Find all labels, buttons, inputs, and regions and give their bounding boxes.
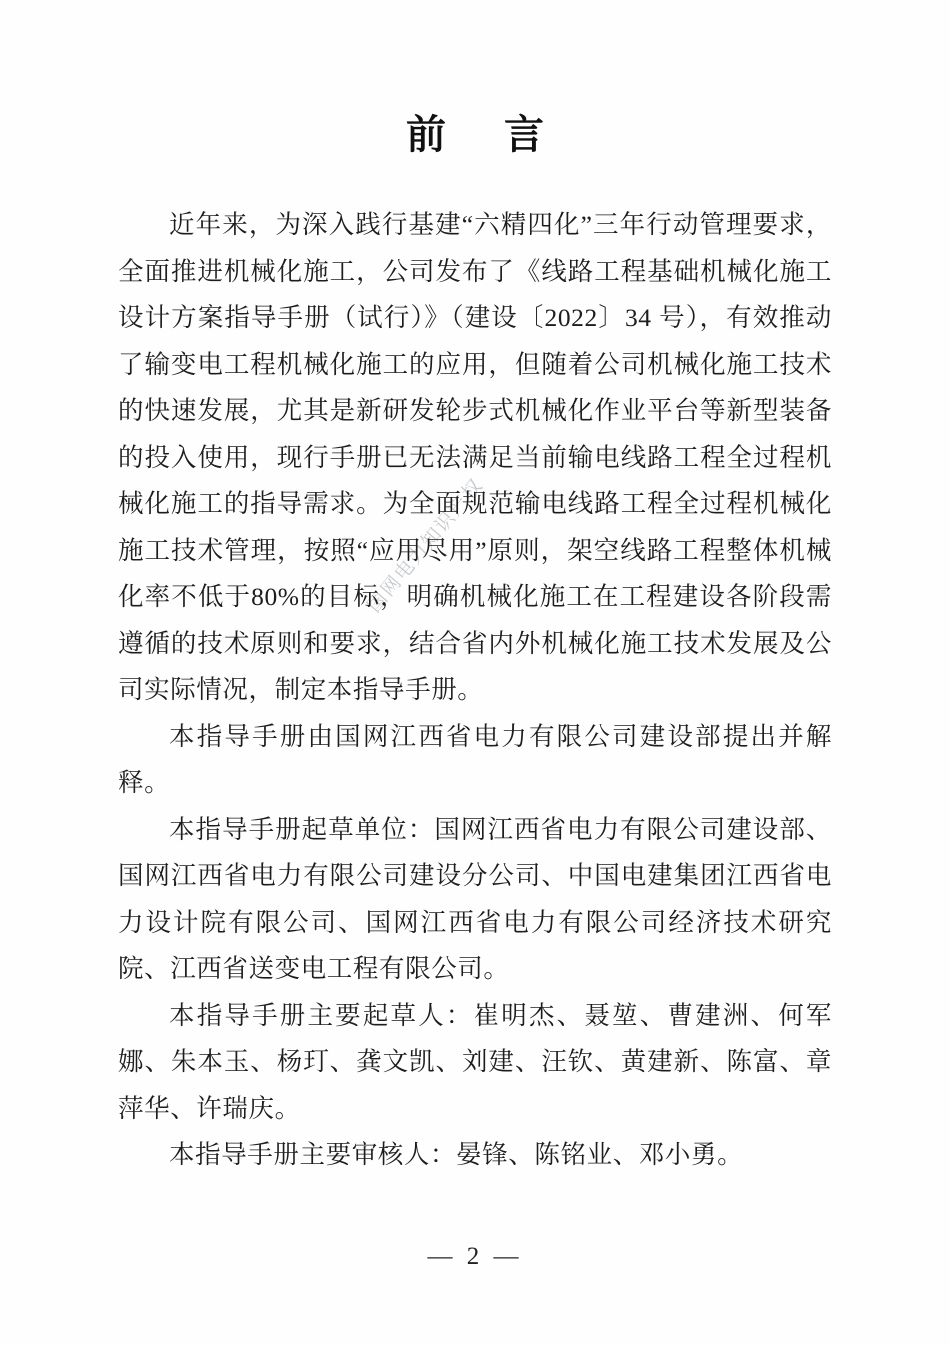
paragraph-5: 本指导手册主要审核人：晏锋、陈铭业、邓小勇。 [169,1140,744,1169]
paragraph-2: 本指导手册由国网江西省电力有限公司建设部提出并解释。 [118,721,832,797]
paragraph-1: 近年来，为深入践行基建“六精四化”三年行动管理要求，全面推进机械化施工，公司发布了《线路工程基础机械化施工设计方案指导手册（试行）》（建设〔2022〕34 号），有效推动了输变电工程机械化施工的应用，但随着公司机械化施工技术的快速发展，尤其是新研发轮步式机械化作业平台等新型装备的投入使用，现行手册已无法满足当前输电线路工程全过程机械化施工的指导需求。为全面规范输电线路工程全过程机械化施工技术管理，按照“应用尽用”原则，架空线路工程整体机械化率不低于80%的目标，明确机械化施工在工程建设各阶段需遵循的技术原则和要求，结合省内外机械化施工技术发展及公司实际情况，制定本指导手册。 [118,210,832,704]
paragraph-4: 本指导手册主要起草人：崔明杰、聂堃、曹建洲、何军娜、朱本玉、杨玎、龚文凯、刘建、汪钦、黄建新、陈富、章萍华、许瑞庆。 [118,1000,832,1123]
page-title: 前 言 [406,112,568,157]
page-number: — 2 — [427,1243,523,1270]
body-text-block [118,202,832,1179]
watermark-text: 国网电力知识产权 [363,474,488,617]
paragraph-3: 本指导手册起草单位：国网江西省电力有限公司建设部、国网江西省电力有限公司建设分公司、中国电建集团江西省电力设计院有限公司、国网江西省电力有限公司经济技术研究院、江西省送变电工程有限公司。 [118,814,832,983]
